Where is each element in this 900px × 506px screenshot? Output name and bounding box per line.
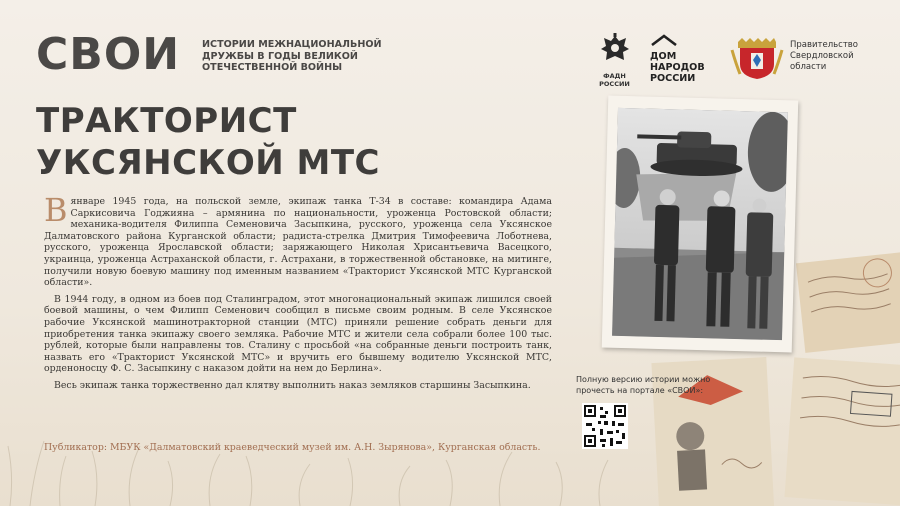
gov-line-1: Правительство — [790, 40, 858, 50]
drop-cap: В — [44, 191, 68, 229]
dom-line-2: НАРОДОВ — [650, 62, 705, 73]
photo-frame — [602, 96, 799, 353]
veterans-photo — [612, 108, 788, 340]
brand-subtitle: ИСТОРИИ МЕЖНАЦИОНАЛЬНОЙ ДРУЖБЫ В ГОДЫ ВЕЛИКОЙ ОТЕЧЕСТВЕННОЙ ВОЙНЫ — [202, 39, 382, 73]
grass-decoration — [0, 416, 620, 506]
fadn-caption: ФАДН РОССИИ — [599, 72, 630, 88]
title-line-2: УКСЯНСКОЙ МТС — [36, 143, 381, 183]
article-body — [44, 191, 552, 397]
fadn-logo — [587, 32, 642, 88]
brand-logo: СВОИ — [36, 29, 181, 80]
dom-narodov-logo — [650, 34, 714, 84]
paragraph-1-text: январе 1945 года, на польской земле, экипаж танка Т-34 в составе: командира Адама Саркисовича Годжияна – армянина по национальности, уроженца Ростовской области; механика-водителя Филиппа Семеновича Засыпкина, русского, уроженца села Уксянское Далматовского района Курганской области; радиста-стрелка Дмитрия Тимофеевича Лоботнева, русского, уроженца Ярославской области; заряжающего Николая Хрисантьевича Васецкого, украинца, уроженца Астраханской области, г. Астрахани, в торжественной обстановке, на митинге, получили новую боевую машину под именным названием «Тракторист Уксянской МТС Курганской области». — [44, 196, 552, 289]
title-line-1: ТРАКТОРИСТ — [36, 101, 297, 141]
page-title — [36, 100, 380, 184]
gov-line-3: области — [790, 62, 827, 72]
sverdlovsk-government-logo — [730, 34, 880, 78]
paragraph-1 — [44, 191, 552, 289]
paragraph-2: В 1944 году, в одном из боев под Сталинградом, этот многонациональный экипаж лишился своей боевой машины, о чем Филипп Семенович сообщил в письме своим родным. В селе Уксянское рабочие Уксянской машинотракторной станции (МТС) приняли решение собрать деньги для приобретения танка экипажу своего земляка. Рабочие МТС и жители села собрали более 100 тыс. рублей, которые были направлены тов. Сталину с просьбой «на собранные деньги построить танк, назвать его «Тракторист Уксянской МТС» и вручить его бывшему водителю Уксянской МТС, орденоносцу Ф. С. Засыпкину с наказом дойти на нем до Берлина». — [44, 293, 552, 375]
coat-of-arms-icon — [730, 34, 784, 80]
publisher-credit: Публикатор: МБУК «Далматовский краеведческий музей им. А.Н. Зырянова», Курганская область. — [44, 442, 541, 453]
qr-code-icon[interactable] — [582, 403, 628, 449]
qr-caption: Полную версию истории можно прочесть на портале «СВОИ»: — [576, 375, 711, 395]
gov-line-2: Свердловской — [790, 51, 854, 61]
paragraph-3: Весь экипаж танка торжественно дал клятву выполнить наказ земляков старшины Засыпкина. — [54, 379, 531, 391]
eagle-emblem-icon — [598, 32, 632, 66]
dom-line-1: ДОМ — [650, 51, 677, 62]
house-roof-icon — [650, 34, 686, 46]
dom-line-3: РОССИИ — [650, 73, 696, 84]
tank-monument-photo — [612, 108, 788, 340]
